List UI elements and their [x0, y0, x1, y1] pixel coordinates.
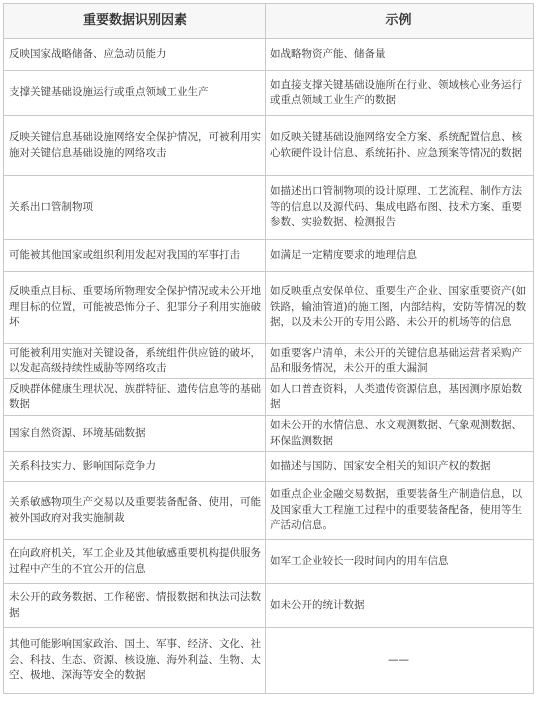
example-cell: 如人口普查资料，人类遗传资源信息，基因测序原始数据: [270, 382, 522, 410]
table-row: [4, 70, 533, 115]
factor-cell: 在向政府机关，军工企业及其他敏感重要机构提供服务过程中产生的不宜公开的信息: [4, 540, 266, 583]
important-data-table: [3, 3, 534, 694]
table-row: [4, 583, 533, 627]
table-row: [4, 175, 533, 239]
table-row: [4, 38, 533, 70]
example-cell: 如未公开的统计数据: [270, 598, 365, 611]
header-example: 示例: [385, 13, 412, 29]
factor-cell: 可能被其他国家或组织利用发起对我国的军事打击: [4, 240, 266, 271]
example-cell: 如未公开的水情信息、水文观测数据、气象观测数据、环保监测数据: [270, 419, 522, 447]
example-cell: 如描述出口管制物项的设计原理、工艺流程、制作方法等的信息以及源代码、集成电路布图、技术方案、重要参数、实验数据、检测报告: [270, 185, 522, 229]
example-cell: 如描述与国防、国家安全相关的知识产权的数据: [270, 459, 491, 472]
table-row: [4, 378, 533, 415]
header-factor: 重要数据识别因素: [4, 4, 266, 38]
factor-cell: 反映国家战略储备、应急动员能力: [4, 39, 266, 70]
example-cell: 如重点企业金融交易数据，重要装备生产制造信息，以及国家重大工程施工过程中的重要装备配备，使用等生产活动信息。: [270, 488, 522, 532]
table-row: [4, 539, 533, 583]
table-row: [4, 627, 533, 693]
example-cell: 如反映关键基础设施网络安全方案、系统配置信息、核心软硬件设计信息、系统拓扑、应急预案等情况的数据: [270, 131, 522, 159]
table-row: [4, 415, 533, 451]
example-cell: ——: [388, 653, 409, 666]
example-cell: 如重要客户清单，未公开的关键信息基础运营者采购产品和服务情况，未公开的重大漏洞: [270, 346, 522, 374]
table-row: [4, 481, 533, 539]
factor-cell: 未公开的政务数据、工作秘密、情报数据和执法司法数据: [4, 584, 266, 627]
factor-cell: 反映重点目标、重要场所物理安全保护情况或未公开地理目标的位置，可能被恐怖分子、犯罪分子利用实施破坏: [4, 272, 266, 343]
factor-cell: 国家自然资源、环境基础数据: [4, 416, 266, 451]
factor-cell: 支撑关键基础设施运行或重点领域工业生产: [4, 71, 266, 115]
example-cell: 如反映重点安保单位、重要生产企业、国家重要资产(如铁路，输油管道)的施工图，内部结构，安防等情况的数据，以及未公开的专用公路、未公开的机场等的信息: [270, 285, 527, 329]
example-cell: 如战略物资产能、储备量: [270, 47, 386, 60]
factor-cell: 其他可能影响国家政治、国土、军事、经济、文化、社会、科技、生态、资源、核设施、海外利益、生物、太空、极地、深海等安全的数据: [4, 628, 266, 693]
table-row: [4, 343, 533, 378]
table-row: [4, 239, 533, 271]
factor-cell: 关系敏感物项生产交易以及重要装备配备、使用，可能被外国政府对我实施制裁: [4, 482, 266, 539]
factor-cell: 关系科技实力、影响国际竞争力: [4, 452, 266, 481]
example-cell: 如直接支撑关键基础设施所在行业、领域核心业务运行或重点领域工业生产的数据: [270, 78, 522, 106]
factor-cell: 反映关键信息基础设施网络安全保护情况，可被利用实施对关键信息基础设施的网络攻击: [4, 116, 266, 175]
factor-cell: 反映群体健康生理状况、族群特征、遗传信息等的基础数据: [4, 379, 266, 415]
table-row: [4, 451, 533, 481]
table-row: [4, 115, 533, 175]
factor-cell: 关系出口管制物项: [4, 176, 266, 239]
table-row: [4, 271, 533, 343]
table-header-row: [4, 4, 533, 38]
example-cell: 如军工企业较长一段时间内的用车信息: [270, 554, 449, 567]
factor-cell: 可能被利用实施对关键设备，系统组件供应链的破坏，以发起高级持续性威胁等网络攻击: [4, 344, 266, 378]
example-cell: 如满足一定精度要求的地理信息: [270, 248, 417, 261]
